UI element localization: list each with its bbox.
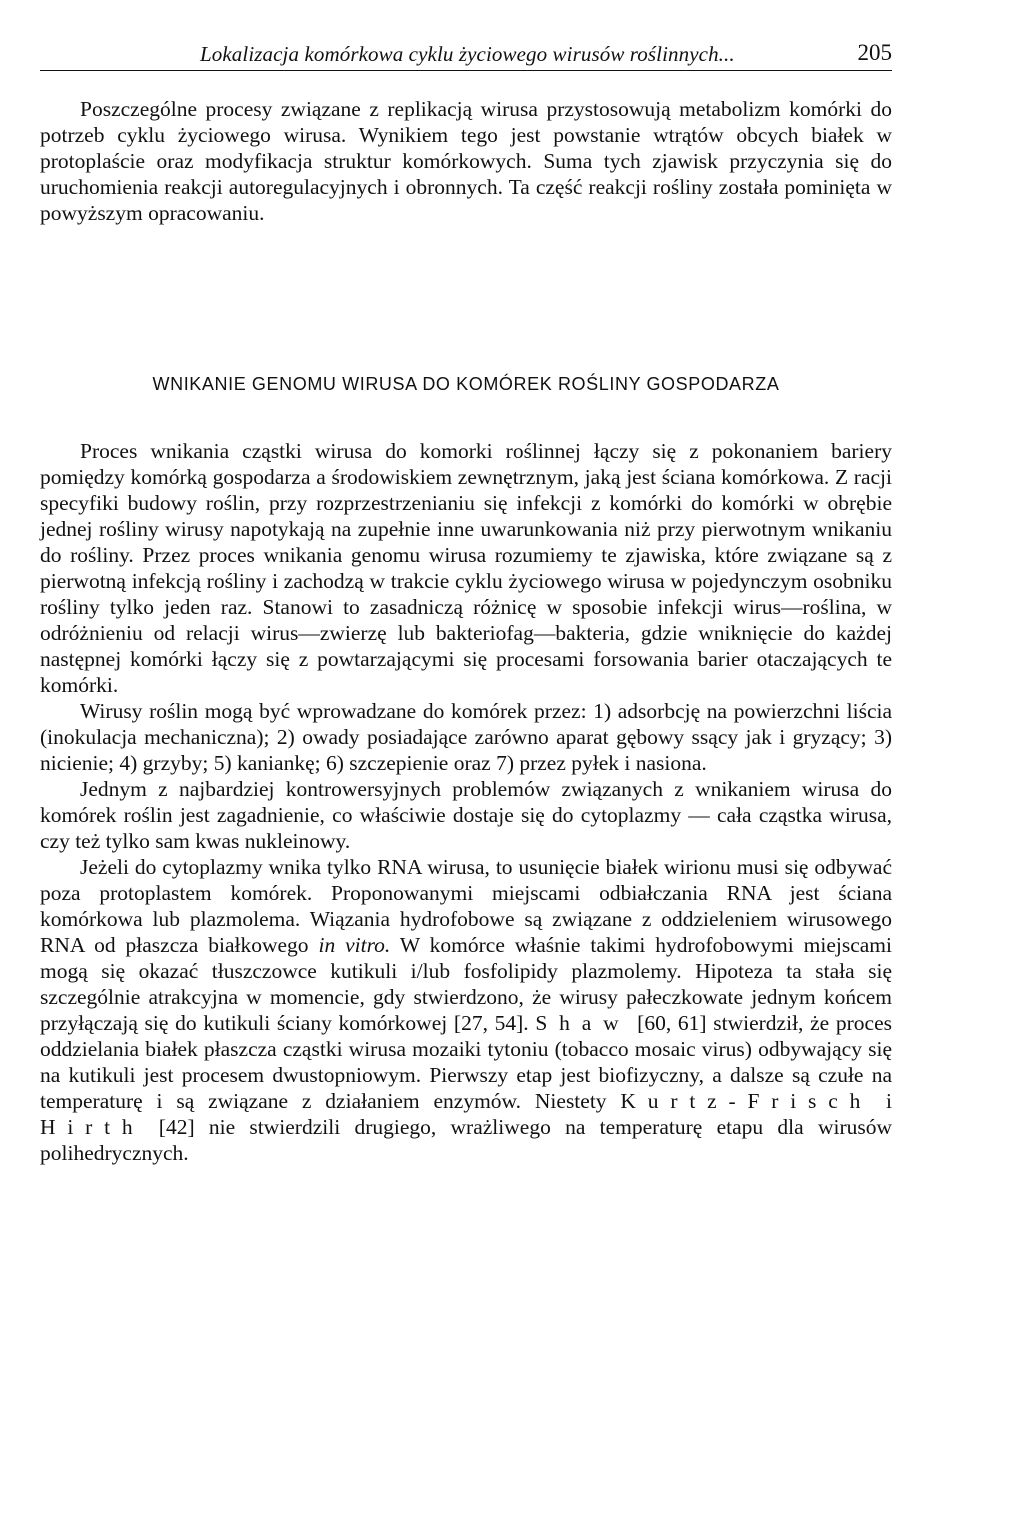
intro-section — [40, 96, 892, 226]
section-heading: WNIKANIE GENOMU WIRUSA DO KOMÓREK ROŚLINY GOSPODARZA — [152, 374, 780, 394]
author-shaw: Shaw — [535, 1011, 631, 1035]
paragraph-4 — [40, 854, 892, 1166]
paragraph-1: Proces wnikania cząstki wirusa do komorki roślinnej łączy się z pokonaniem bariery pomiędzy komórką gospodarza a środowiskiem zewnętrznym, jaką jest ściana komórkowa. Z racji specyfiki budowy roślin, przy rozprzestrzenianiu się infekcji z komórki do komórki w obrębie jednej rośliny wirusy napotykają na zupełnie inne uwarunkowania niż przy pierwotnym wnikaniu do rośliny. Przez proces wnikania genomu wirusa rozumiemy te zjawiska, które związane są z pierwotną infekcją rośliny i zachodzą w trakcie cyklu życiowego wirusa w pojedynczym osobniku rośliny tylko jeden raz. Stanowi to zasadniczą różnicę w sposobie infekcji wirus—roślina, w odróżnieniu od relacji wirus—zwierzę lub bakteriofag—bakteria, gdzie wniknięcie do każdej następnej komórki łączy się z powtarzającymi się procesami forsowania barier otaczających te komórki. — [40, 439, 892, 697]
author-kurtz-frisch: Kurtz-Frisch — [620, 1089, 873, 1113]
author-hirth: Hirth — [40, 1115, 145, 1139]
paragraph-4-part-a: Jeżeli do cytoplazmy wnika tylko RNA wirusa, to usunięcie białek wirionu musi się odbywać poza protoplastem komórek. Proponowanymi miejscami odbiałczania RNA jest ściana komórkowa lub plazmolema. Wiązania hydrofobowe są związane z oddzieleniem wirusowego RNA od płaszcza białkowego — [40, 855, 892, 957]
paragraph-2: Wirusy roślin mogą być wprowadzane do komórek przez: 1) adsorbcję na powierzchni liścia (inokulacja mechaniczna); 2) owady posiadające zarówno aparat gębowy ssący jak i gryzący; 3) nicienie; 4) grzyby; 5) kaniankę; 6) szczepienie oraz 7) przez pyłek i nasiona. — [40, 699, 892, 775]
running-title: Lokalizacja komórkowa cyklu życiowego wirusów roślinnych... — [200, 42, 735, 66]
in-vitro-term: in vitro. — [318, 933, 391, 957]
page-header — [40, 40, 892, 71]
paragraph-4-part-d: i — [886, 1089, 893, 1113]
paragraph-4-part-e: [42] nie stwierdzili drugiego, wrażliwego na temperaturę etapu dla wirusów polihedrycznych. — [40, 1115, 893, 1165]
paragraph-4-part-c: [60, 61] stwierdził, że proces oddzielania białek płaszcza cząstki wirusa mozaiki tytoniu (tobacco mosaic virus) odbywający się na kutikuli jest procesem dwustopniowym. Pierwszy etap jest biofizyczny, a dalsze są czułe na temperaturę i są związane z działaniem enzymów. Niestety — [40, 1011, 893, 1113]
paragraph-3: Jednym z najbardziej kontrowersyjnych problemów związanych z wnikaniem wirusa do komórek roślin jest zagadnienie, co właściwie dostaje się do cytoplazmy — cała cząstka wirusa, czy też tylko sam kwas nukleinowy. — [40, 777, 892, 853]
paragraph-4-part-b: W komórce właśnie takimi hydrofobowymi miejscami mogą się okazać tłuszczowce kutikuli i/lub fosfolipidy plazmolemy. Hipoteza ta stała się szczególnie atrakcyjna w momencie, gdy stwierdzono, że wirusy pałeczkowate jednym końcem przyłączają się do kutikuli ściany komórkowej [27, 54]. — [40, 933, 893, 1035]
section-body — [40, 438, 892, 1166]
intro-paragraph: Poszczególne procesy związane z replikacją wirusa przystosowują metabolizm komórki do potrzeb cyklu życiowego wirusa. Wynikiem tego jest powstanie wtrątów obcych białek w protoplaście oraz modyfikacja struktur komórkowych. Suma tych zjawisk przyczynia się do uruchomienia reakcji autoregulacyjnych i obronnych. Ta część reakcji rośliny została pominięta w powyższym opracowaniu. — [40, 97, 892, 225]
page-number: 205 — [857, 40, 892, 65]
